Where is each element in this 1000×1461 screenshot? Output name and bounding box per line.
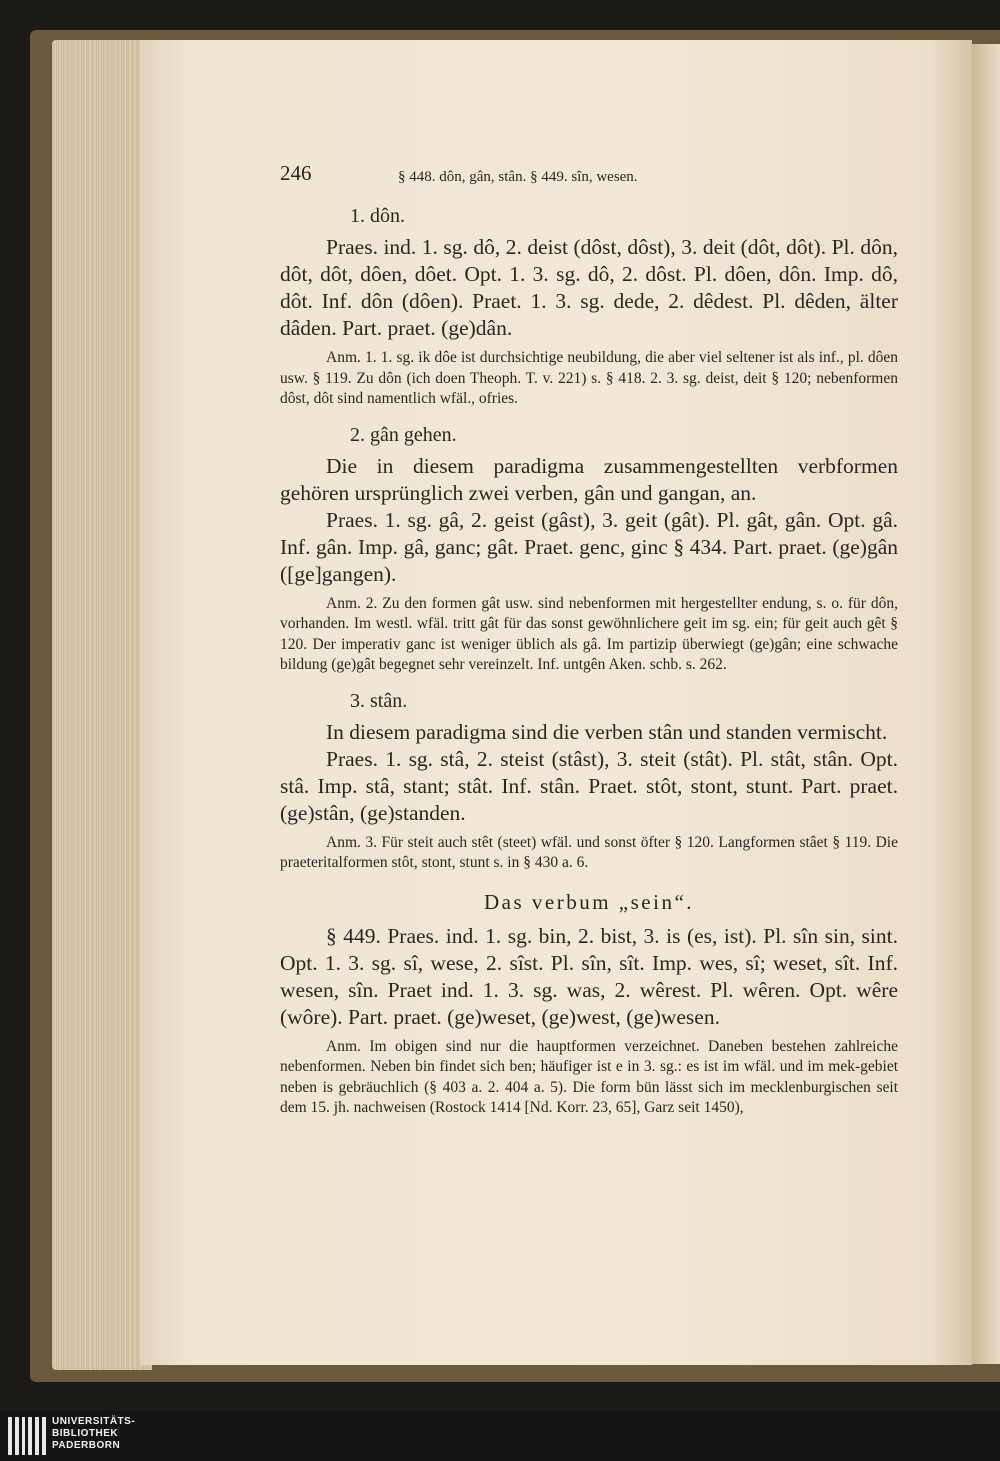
note-3: Anm. 3. Für steit auch stêt (steet) wfäl. und sonst öfter § 120. Langformen stâet § 119. Die praeteritalformen stôt, stont, stunt s. in § 430 a. 6. — [280, 833, 898, 871]
note-sein: Anm. Im obigen sind nur die hauptformen verzeichnet. Daneben bestehen zahlreiche nebenformen. Neben bin findet sich ben; häufiger ist e in 3. sg.: es ist im wfäl. und im mek-gebiet neben is gebräuchlich (§ 403 a. 2. 404 a. 5). Die form bün lässt sich im mecklenburgischen seit dem 15. jh. nachweisen (Rostock 1414 [Nd. Korr. 23, 65], Garz seit 1450), — [280, 1037, 898, 1116]
library-name-line3: PADERBORN — [52, 1440, 121, 1451]
section-title-don: 1. dôn. — [350, 205, 405, 227]
page-content — [280, 155, 898, 1119]
library-logo-icon — [8, 1417, 46, 1455]
note-2: Anm. 2. Zu den formen gât usw. sind nebenformen mit hergestellter endung, s. o. für dôn, vorhanden. Im westl. wfäl. tritt gât für das sonst gewöhnlichere geit im sg. ein; für geit auch gêt § 120. Der imperativ ganc ist weniger üblich als gâ. Im partizip überwiegt (ge)gân; eine schwache bildung (ge)gât begegnet sehr vereinzelt. Inf. untgên Aken. schb. s. 262. — [280, 594, 898, 673]
paragraph-stan-intro: In diesem paradigma sind die verben stân und standen vermischt. — [326, 719, 888, 744]
note-1: Anm. 1. 1. sg. ik dôe ist durchsichtige neubildung, die aber viel seltener ist als inf., pl. dôen usw. § 119. Zu dôn (ich doen Theoph. T. v. 221) s. § 418. 2. 3. sg. deist, deit § 120; nebenformen dôst, dôt sind namentlich wfäl., ofries. — [280, 349, 898, 407]
library-name — [52, 1416, 135, 1452]
paragraph-gan-intro: Die in diesem paradigma zusammengestellten verbformen gehören ursprünglich zwei verben, gân und gangan, an. — [280, 453, 898, 505]
library-name-line1: UNIVERSITÄTS- — [52, 1416, 136, 1427]
facing-page-edge — [972, 44, 1000, 1364]
section-title-stan: 3. stân. — [350, 689, 408, 712]
paragraph-sein: § 449. Praes. ind. 1. sg. bin, 2. bist, 3. is (es, ist). Pl. sîn sin, sint. Opt. 1. 3. sg. sî, wese, 2. sîst. Pl. sîn, sît. Imp. wes, sî; weset, sît. Inf. wesen, sîn. Praet ind. 1. 3. sg. was, 2. wêrest. Pl. wêren. Opt. wêre (wôre). Part. praet. (ge)weset, (ge)west, (ge)wesen. — [280, 923, 898, 1029]
paragraph-stan-forms: Praes. 1. sg. stâ, 2. steist (stâst), 3. steit (stât). Pl. stât, stân. Opt. stâ. Imp. stâ, stant; stât. Inf. stân. Praet. stôt, stont, stunt. Part. praet. (ge)stân, (ge)standen. — [280, 746, 898, 825]
section-title-gan: 2. gân gehen. — [350, 423, 457, 446]
running-head: § 448. dôn, gân, stân. § 449. sîn, wesen. — [398, 169, 638, 185]
paragraph-gan-forms: Praes. 1. sg. gâ, 2. geist (gâst), 3. geit (gât). Pl. gât, gân. Opt. gâ. Inf. gân. Imp. gâ, ganc; gât. Praet. genc, ginc § 434. Part. praet. (ge)gân ([ge]gangen). — [280, 507, 898, 586]
heading-sein: Das verbum „sein“. — [483, 889, 695, 914]
library-name-line2: BIBLIOTHEK — [52, 1428, 119, 1439]
paragraph-don: Praes. ind. 1. sg. dô, 2. deist (dôst, dôst), 3. deit (dôt, dôt). Pl. dôn, dôt, dôt, dôen, dôet. Opt. 1. 3. sg. dô, 2. dôst. Pl. dôen, dôn. Imp. dô, dôt. Inf. dôn (dôen). Praet. 1. 3. sg. dede, 2. dêdest. Pl. dêden, älter dâden. Part. praet. (ge)dân. — [280, 235, 898, 340]
page-number: 246 — [280, 161, 312, 185]
footer-bar — [0, 1411, 1000, 1461]
page-header — [280, 155, 898, 195]
page-edges — [52, 40, 152, 1370]
